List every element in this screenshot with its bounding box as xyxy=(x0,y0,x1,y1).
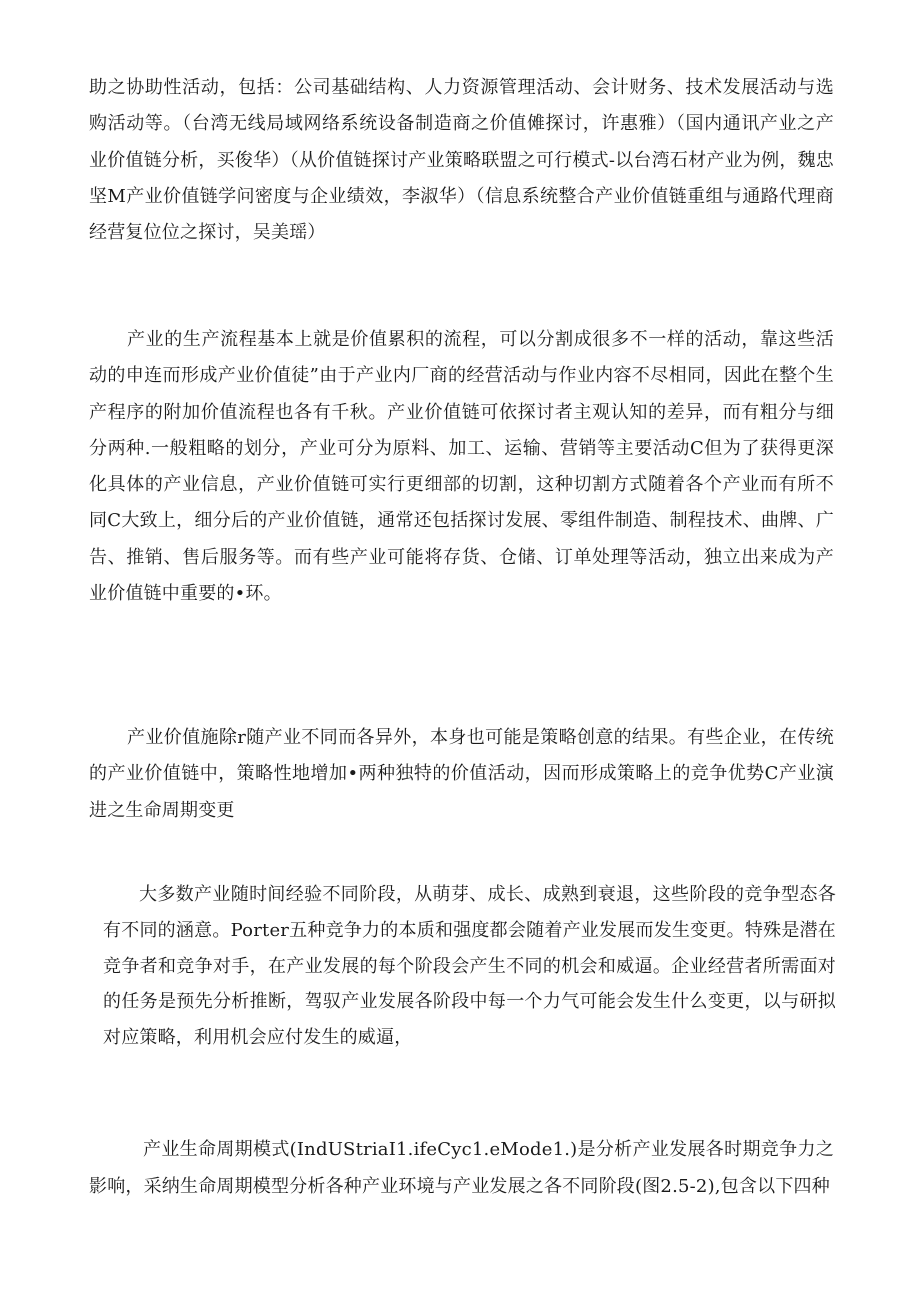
paragraph-strategic-innovation: 产业价值施除r随产业不同而各异外，本身也可能是策略创意的结果。有些企业，在传统的产业价值链中，策略性地增加•两种独特的价值活动，因而形成策略上的竞争优势C产业演进之生命周期变更 xyxy=(89,727,834,821)
paragraph-industry-stages: 大多数产业随时间经验不同阶段，从萌芽、成长、成熟到衰退，这些阶段的竞争型态各有不同的涵意。Porter五种竞争力的本质和强度都会随着产业发展而发生变更。特殊是潜在竞争者和竞争对手，在产业发展的每个阶段会产生不同的机会和威逼。企业经营者所需面对的任务是预先分析推断，驾驭产业发展各阶段中每一个力气可能会发生什么变更，以与研拟对应策略，利用机会应付发生的威逼， xyxy=(103,884,836,1049)
paragraph-value-chain-activities: 助之协助性活动，包括：公司基础结构、人力资源管理活动、会计财务、技术发展活动与选购活动等。（台湾无线局域网络系统设备制造商之价值傩探讨，许惠雅）（国内通讯产业之产业价值链分析，买俊华）（从价值链探讨产业策略联盟之可行模式-以台湾石材产业为例，魏忠坚M产业价值链学问密度与企业绩效，李淑华）（信息系统整合产业价值链重组与通路代理商经营复位位之探讨，吴美瑶） xyxy=(89,77,834,244)
paragraph-life-cycle-model: 产业生命周期模式(IndUStriaI1.ifeCyc1.eMode1.)是分析产业发展各时期竞争力之影响，采纳生命周期模型分析各种产业环境与产业发展之各不同阶段(图2.5-2),包含以下四种 xyxy=(89,1139,834,1197)
paragraph-production-process: 产业的生产流程基本上就是价值累积的流程，可以分割成很多不一样的活动，靠这些活动的申连而形成产业价值徒”由于产业内厂商的经营活动与作业内容不尽相同，因此在整个生产程序的附加价值流程也各有千秋。产业价值链可依探讨者主观认知的差异，而有粗分与细分两种.一般粗略的划分，产业可分为原料、加工、运输、营销等主要活动C但为了获得更深化具体的产业信息，产业价值链可实行更细部的切割，这种切割方式随着各个产业而有所不同C大致上，细分后的产业价值链，通常还包括探讨发展、零组件制造、制程技术、曲牌、广告、推销、售后服务等。而有些产业可能将存货、仓储、订单处理等活动，独立出来成为产业价值链中重要的•环。 xyxy=(89,329,834,605)
